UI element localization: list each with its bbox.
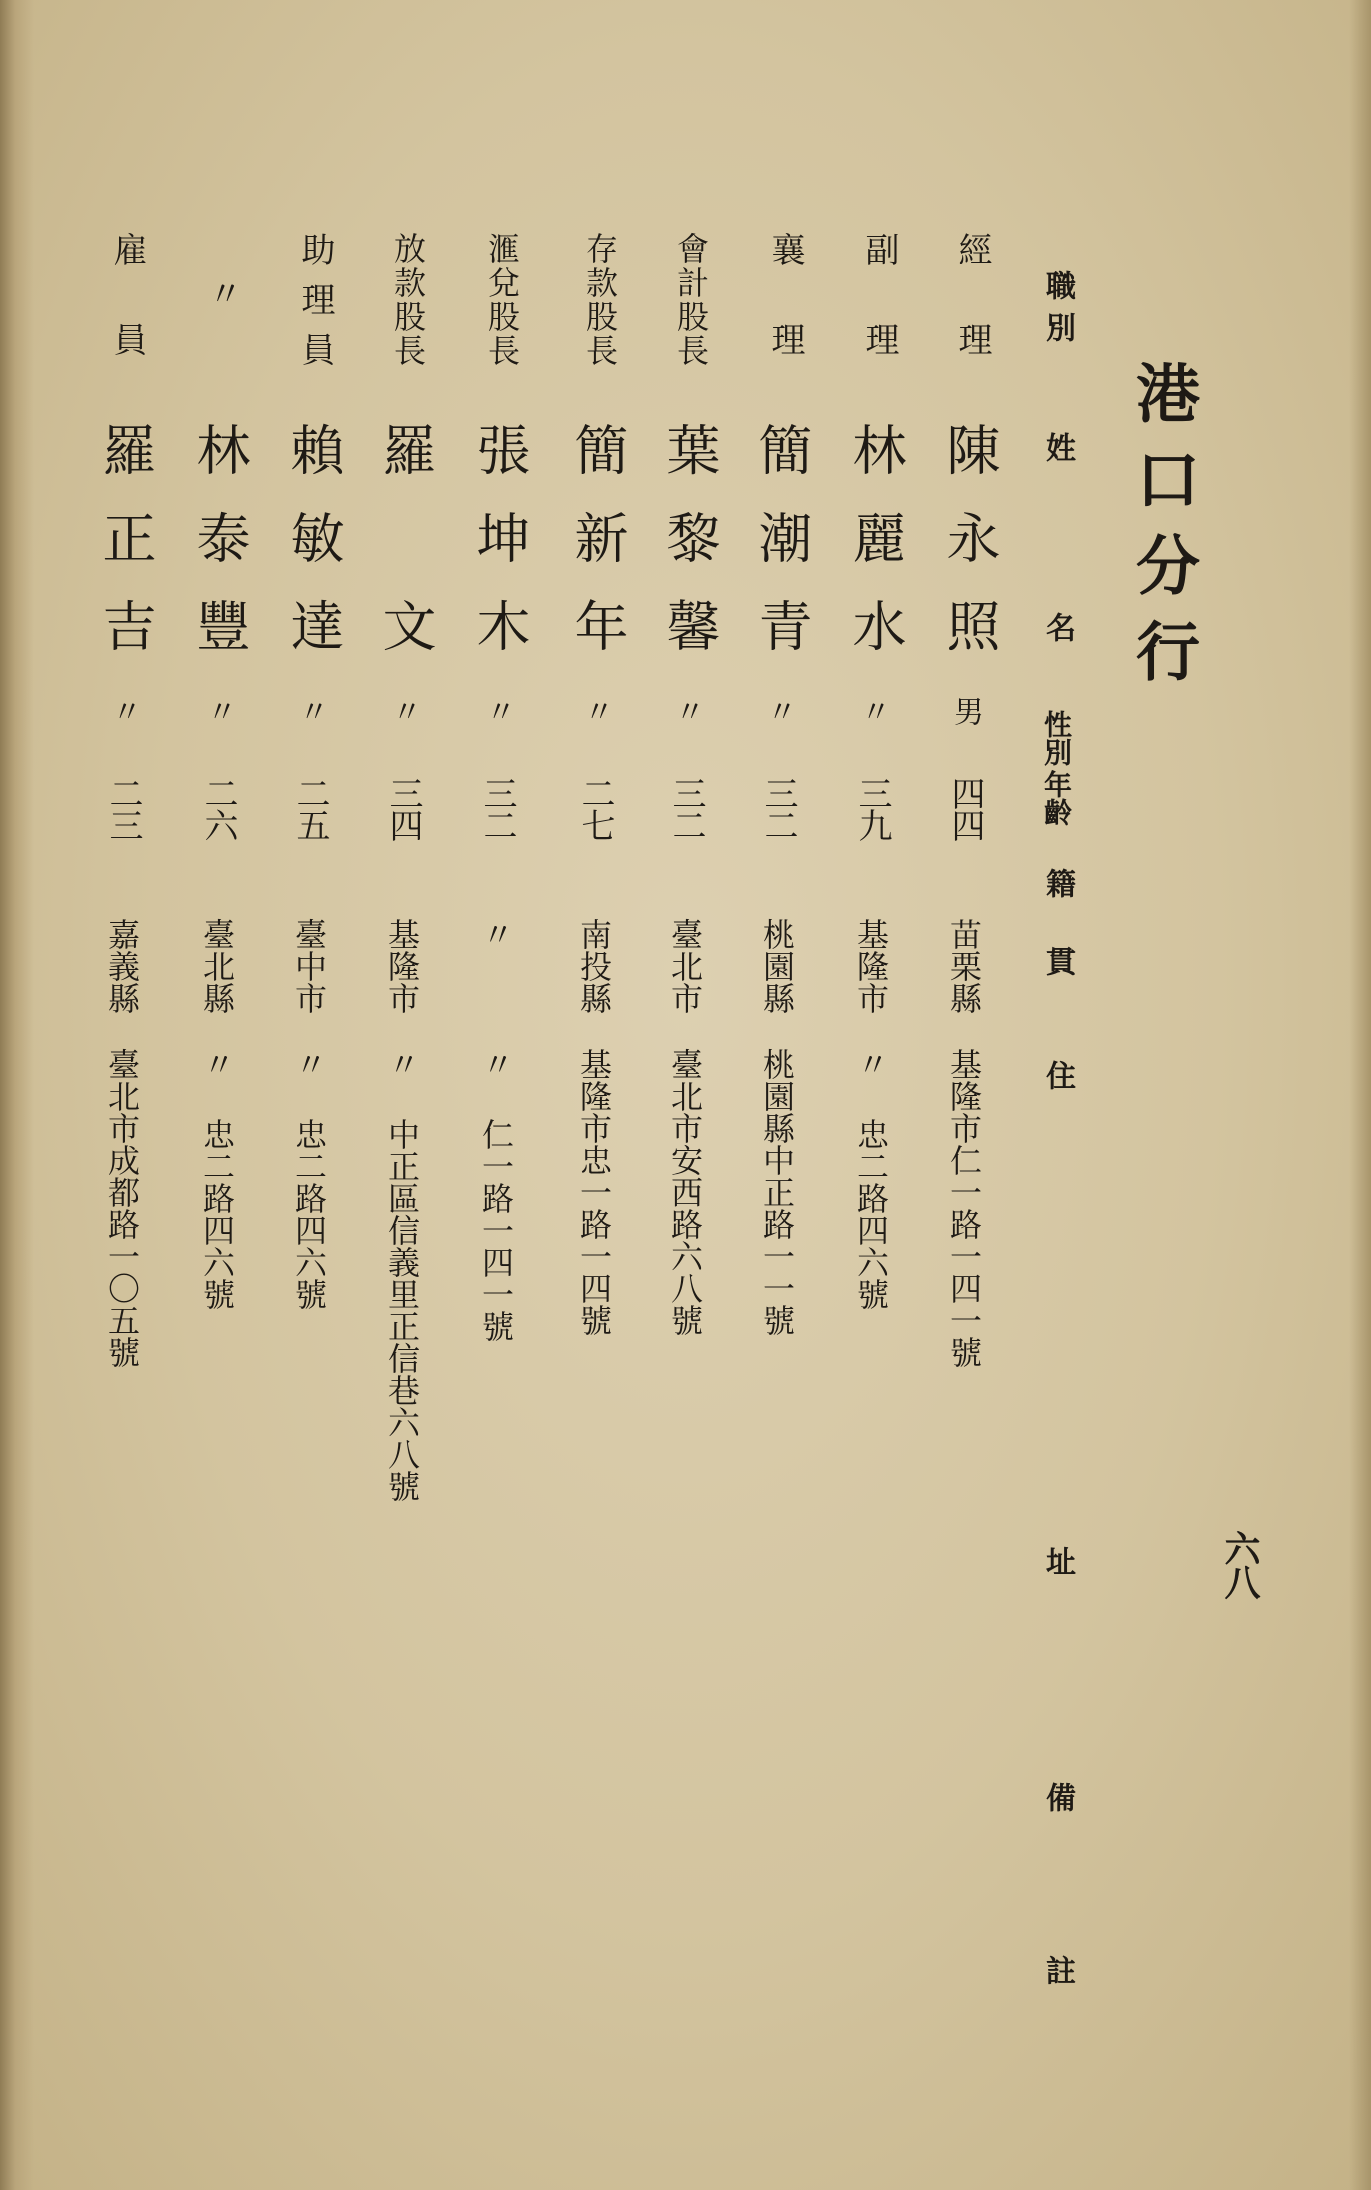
staff-name: 羅正吉 <box>94 422 157 686</box>
staff-gender: 〃 <box>578 696 613 726</box>
staff-name: 羅 文 <box>374 422 437 686</box>
header-gender: 性別 <box>1040 710 1073 766</box>
header-remarks-first: 備 <box>1040 1782 1075 1812</box>
staff-name: 林泰豐 <box>188 422 251 686</box>
staff-origin: 嘉義縣 <box>103 918 141 1014</box>
staff-age: 三九 <box>852 776 892 840</box>
staff-name: 林麗水 <box>844 422 907 686</box>
staff-origin: 苗栗縣 <box>945 918 983 1014</box>
staff-address: 〃 忠二路四六號 <box>852 1048 890 1310</box>
staff-gender: 〃 <box>293 696 328 726</box>
staff-address: 基隆市忠一路一四號 <box>575 1048 613 1336</box>
staff-age: 三四 <box>383 776 423 840</box>
staff-age: 四四 <box>945 776 985 840</box>
staff-origin: 〃 <box>477 918 515 950</box>
staff-origin: 南投縣 <box>575 918 613 1014</box>
staff-position: 助理員 <box>295 232 335 382</box>
staff-address: 〃 中正區信義里正信巷六八號 <box>383 1048 421 1502</box>
staff-position: 放款股長 <box>389 232 427 368</box>
page-title: 港口分行 <box>1125 360 1200 704</box>
staff-address: 桃園縣中正路一一號 <box>758 1048 796 1336</box>
staff-position: 雇員 <box>107 232 147 412</box>
staff-name: 賴敏達 <box>282 422 345 686</box>
staff-name: 葉黎馨 <box>658 422 721 686</box>
header-age: 年齡 <box>1040 770 1073 826</box>
staff-age: 三二 <box>666 776 706 840</box>
staff-age: 二六 <box>198 776 238 840</box>
staff-name: 簡潮青 <box>750 422 813 686</box>
staff-position: 會計股長 <box>672 232 710 368</box>
staff-gender: 〃 <box>761 696 796 726</box>
staff-age: 三二 <box>477 776 517 840</box>
staff-origin: 臺中市 <box>290 918 328 1014</box>
staff-gender: 〃 <box>386 696 421 726</box>
staff-origin: 基隆市 <box>852 918 890 1014</box>
staff-position: 滙兌股長 <box>483 232 521 368</box>
staff-position: 經理 <box>952 232 992 412</box>
staff-address: 臺北市成都路一〇五號 <box>103 1048 141 1368</box>
staff-gender: 〃 <box>855 696 890 726</box>
staff-origin: 臺北市 <box>666 918 704 1014</box>
header-name-first: 姓 <box>1040 432 1075 462</box>
staff-age: 二五 <box>290 776 330 840</box>
page-edge-right <box>1349 0 1371 2190</box>
staff-position: 存款股長 <box>581 232 619 368</box>
staff-origin: 基隆市 <box>383 918 421 1014</box>
header-name-second: 名 <box>1040 612 1075 642</box>
staff-address: 臺北市安西路六八號 <box>666 1048 704 1336</box>
staff-address: 基隆市仁一路一四一號 <box>945 1048 983 1368</box>
staff-age: 二七 <box>575 776 615 840</box>
staff-origin: 臺北縣 <box>198 918 236 1014</box>
staff-gender: 〃 <box>201 696 236 726</box>
staff-age: 二三 <box>103 776 143 840</box>
header-address-second: 址 <box>1040 1546 1075 1576</box>
staff-position: 〃 <box>202 276 242 310</box>
staff-age: 三二 <box>758 776 798 840</box>
staff-name: 張坤木 <box>468 422 531 686</box>
staff-origin: 桃園縣 <box>758 918 796 1014</box>
staff-position: 襄理 <box>765 232 805 412</box>
staff-gender: 男 <box>948 696 983 726</box>
page-number: 六八 <box>1219 1530 1261 1598</box>
page-edge-left <box>0 0 34 2190</box>
staff-address: 〃 忠二路四六號 <box>198 1048 236 1310</box>
header-origin-second: 貫 <box>1040 946 1075 976</box>
staff-gender: 〃 <box>480 696 515 726</box>
staff-name: 簡新年 <box>566 422 629 686</box>
header-address-first: 住 <box>1040 1060 1075 1090</box>
header-remarks-second: 註 <box>1040 1955 1075 1985</box>
staff-address: 〃 忠二路四六號 <box>290 1048 328 1310</box>
header-position: 職別 <box>1040 270 1075 354</box>
staff-gender: 〃 <box>106 696 141 726</box>
staff-name: 陳永照 <box>938 422 1001 686</box>
header-origin-first: 籍 <box>1040 868 1075 898</box>
staff-position: 副理 <box>859 232 899 412</box>
staff-address: 〃 仁一路一四一號 <box>477 1048 515 1342</box>
staff-gender: 〃 <box>669 696 704 726</box>
